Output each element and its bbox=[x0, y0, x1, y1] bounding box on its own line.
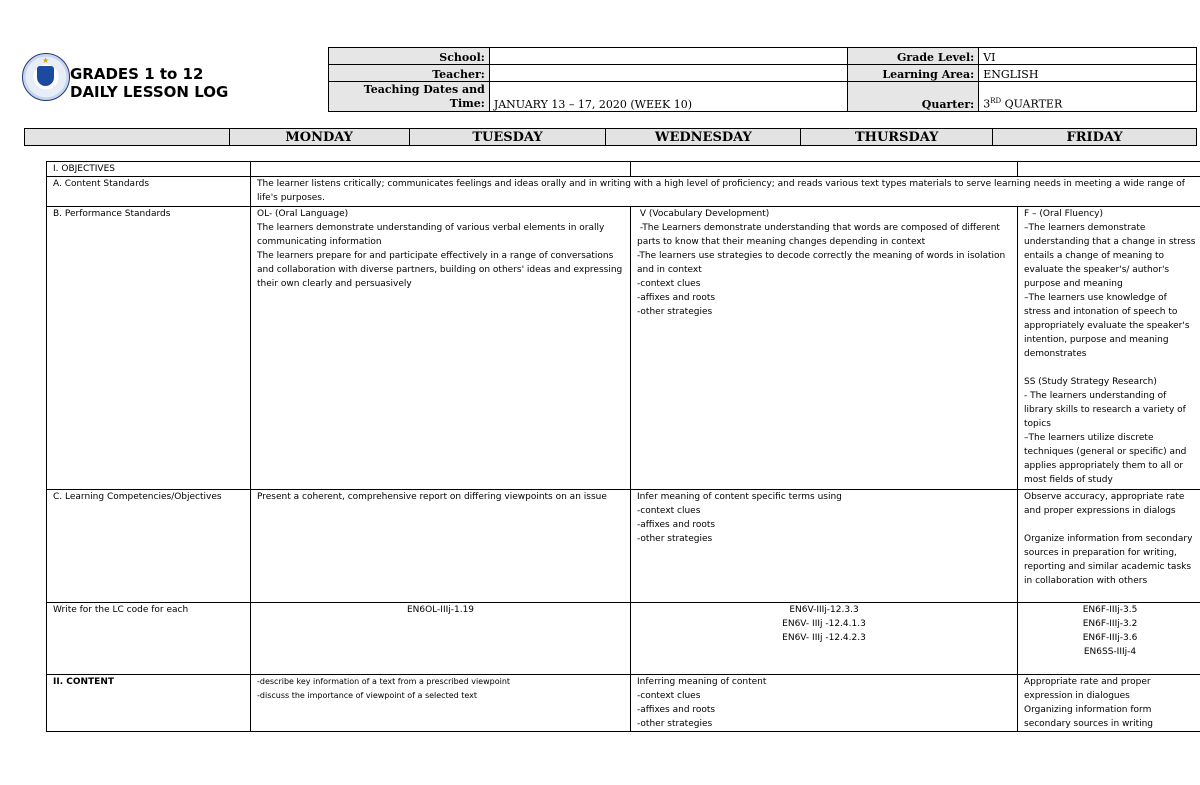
row-lc-code bbox=[47, 603, 1200, 675]
lc-col2-line: EN6V- IIIj -12.4.1.3 bbox=[782, 619, 866, 629]
content-col2-line: -context clues bbox=[637, 691, 701, 701]
comp-col2-line: Infer meaning of content specific terms using bbox=[637, 492, 842, 502]
comp-col2-line: -other strategies bbox=[637, 534, 713, 544]
grade-level-label: Grade Level: bbox=[848, 48, 979, 65]
ps-col3-line: SS (Study Strategy Research) bbox=[1024, 377, 1157, 387]
day-friday: FRIDAY bbox=[993, 129, 1197, 146]
quarter-label: Quarter: bbox=[848, 82, 979, 112]
days-header-bar bbox=[24, 128, 1197, 146]
ps-col3-line: F – (Oral Fluency) bbox=[1024, 209, 1103, 219]
row-performance-standards bbox=[47, 207, 1200, 490]
ps-col2-line: -The learners use strategies to decode correctly the meaning of words in isolation and in context bbox=[637, 251, 1009, 275]
content-col1-line: -discuss the importance of viewpoint of a selected text bbox=[257, 691, 478, 700]
content-col1-line: -describe key information of a text from a prescribed viewpoint bbox=[257, 677, 511, 686]
ps-col3-line: - The learners understanding of library skills to research a variety of topics bbox=[1024, 391, 1189, 429]
deped-seal-logo bbox=[22, 53, 70, 101]
content-col2-line: -affixes and roots bbox=[637, 705, 716, 715]
teaching-dates-label bbox=[329, 82, 490, 112]
ps-col2-line: -affixes and roots bbox=[637, 293, 716, 303]
lc-code-wednesday bbox=[631, 603, 1018, 675]
lc-col3-line: EN6SS-IIIj-4 bbox=[1083, 647, 1137, 657]
grade-level-field[interactable]: VI bbox=[979, 48, 1197, 65]
teaching-dates-field[interactable]: JANUARY 13 – 17, 2020 (WEEK 10) bbox=[489, 82, 848, 112]
day-tuesday: TUESDAY bbox=[409, 129, 606, 146]
school-label: School: bbox=[329, 48, 490, 65]
ps-col2-line: -The Learners demonstrate understanding that words are composed of different parts to know that their meaning changes depending in context bbox=[637, 223, 1003, 247]
ps-col2-line: -other strategies bbox=[637, 307, 713, 317]
learning-area-field[interactable]: ENGLISH bbox=[979, 65, 1197, 82]
ps-col1-line: The learners prepare for and participate effectively in a range of conversations and collaboration with diverse partners, building on others' ideas and expressing their own clearly and persuasively bbox=[257, 251, 626, 289]
ps-col2-line: V (Vocabulary Development) bbox=[637, 209, 770, 219]
quarter-number: 3 bbox=[983, 98, 991, 111]
lc-code-monday bbox=[251, 603, 631, 675]
comp-col3-line: Observe accuracy, appropriate rate and proper expressions in dialogs bbox=[1024, 492, 1188, 516]
objectives-cell-3 bbox=[1018, 162, 1200, 177]
performance-standards-friday bbox=[1018, 207, 1200, 490]
content-standards-label: A. Content Standards bbox=[47, 177, 251, 207]
ps-col3-line: –The learners utilize discrete techniques (general or specific) and applies appropriately them to all or most fields of study bbox=[1024, 433, 1190, 485]
ps-col1-line: The learners demonstrate understanding of various verbal elements in orally communicating information bbox=[257, 223, 608, 247]
content-standards-text: The learner listens critically; communicates feelings and ideas orally and in writing with a high level of proficiency; and reads various text types materials to serve learning needs in meeting a wide range of life's purposes. bbox=[251, 177, 1200, 207]
ps-col3-line: –The learners demonstrate understanding that a change in stress entails a change of meaning to evaluate the speaker's/ author's purpose and meaning bbox=[1024, 223, 1199, 289]
title-line-1: GRADES 1 to 12 bbox=[70, 65, 204, 83]
lesson-log-table bbox=[46, 161, 1200, 732]
lc-col2-line: EN6V-IIIj-12.3.3 bbox=[789, 605, 859, 615]
title-line-2: DAILY LESSON LOG bbox=[70, 83, 229, 101]
ps-col1-line: OL- (Oral Language) bbox=[257, 209, 349, 219]
content-label: II. CONTENT bbox=[47, 675, 251, 732]
ps-col2-line: -context clues bbox=[637, 279, 701, 289]
day-wednesday: WEDNESDAY bbox=[606, 129, 801, 146]
objectives-cell-1 bbox=[251, 162, 631, 177]
row-content-standards bbox=[47, 177, 1200, 207]
content-friday bbox=[1018, 675, 1200, 732]
ps-col3-line: –The learners use knowledge of stress and intonation of speech to appropriately evaluate the speaker's intention, purpose and meaning demonstrates bbox=[1024, 293, 1193, 359]
ps-col3-line bbox=[1024, 361, 1196, 375]
content-col3-line: Organizing information form secondary sources in writing bbox=[1024, 705, 1155, 729]
learning-area-label: Learning Area: bbox=[848, 65, 979, 82]
comp-col1-line: Present a coherent, comprehensive report on differing viewpoints on an issue bbox=[257, 492, 607, 502]
performance-standards-wednesday bbox=[631, 207, 1018, 490]
objectives-label: I. OBJECTIVES bbox=[47, 162, 251, 177]
competencies-monday bbox=[251, 490, 631, 603]
comp-col3-line: Organize information from secondary sources in preparation for writing, reporting and similar academic tasks in collaboration with others bbox=[1024, 534, 1196, 586]
content-monday bbox=[251, 675, 631, 732]
quarter-text: QUARTER bbox=[1001, 98, 1063, 111]
day-thursday: THURSDAY bbox=[801, 129, 993, 146]
comp-col2-line: -affixes and roots bbox=[637, 520, 716, 530]
row-competencies bbox=[47, 490, 1200, 603]
lc-col2-line: EN6V- IIIj -12.4.2.3 bbox=[782, 633, 866, 643]
lc-col3-line: EN6F-IIIj-3.5 bbox=[1082, 605, 1138, 615]
day-monday: MONDAY bbox=[229, 129, 409, 146]
lc-col3-line: EN6F-IIIj-3.6 bbox=[1082, 633, 1138, 643]
lc-col1-line: EN6OL-IIIj-1.19 bbox=[406, 605, 475, 615]
quarter-field[interactable] bbox=[979, 82, 1197, 112]
quarter-ordinal: RD bbox=[990, 97, 1002, 106]
row-objectives bbox=[47, 162, 1200, 177]
performance-standards-monday bbox=[251, 207, 631, 490]
competencies-wednesday bbox=[631, 490, 1018, 603]
teacher-label: Teacher: bbox=[329, 65, 490, 82]
competencies-label: C. Learning Competencies/Objectives bbox=[47, 490, 251, 603]
teaching-dates-label-line1: Teaching Dates and bbox=[363, 83, 485, 96]
competencies-friday bbox=[1018, 490, 1200, 603]
comp-col2-line: -context clues bbox=[637, 506, 701, 516]
seal-shield-icon bbox=[37, 66, 54, 86]
performance-standards-label: B. Performance Standards bbox=[47, 207, 251, 490]
header-info-table bbox=[328, 47, 1197, 112]
comp-col3-line bbox=[1024, 518, 1196, 532]
content-col3-line: Appropriate rate and proper expression in dialogues bbox=[1024, 677, 1154, 701]
lc-col3-line: EN6F-IIIj-3.2 bbox=[1082, 619, 1138, 629]
teacher-field[interactable] bbox=[489, 65, 848, 82]
days-corner-cell bbox=[25, 129, 230, 146]
school-field[interactable] bbox=[489, 48, 848, 65]
star-icon: ★ bbox=[42, 56, 50, 65]
content-col2-line: -other strategies bbox=[637, 719, 713, 729]
row-content bbox=[47, 675, 1200, 732]
content-col2-line: Inferring meaning of content bbox=[637, 677, 767, 687]
content-wednesday bbox=[631, 675, 1018, 732]
objectives-cell-2 bbox=[631, 162, 1018, 177]
lc-code-friday bbox=[1018, 603, 1200, 675]
teaching-dates-label-line2: Time: bbox=[449, 97, 485, 110]
document-title bbox=[70, 65, 228, 101]
lc-code-label: Write for the LC code for each bbox=[47, 603, 251, 675]
